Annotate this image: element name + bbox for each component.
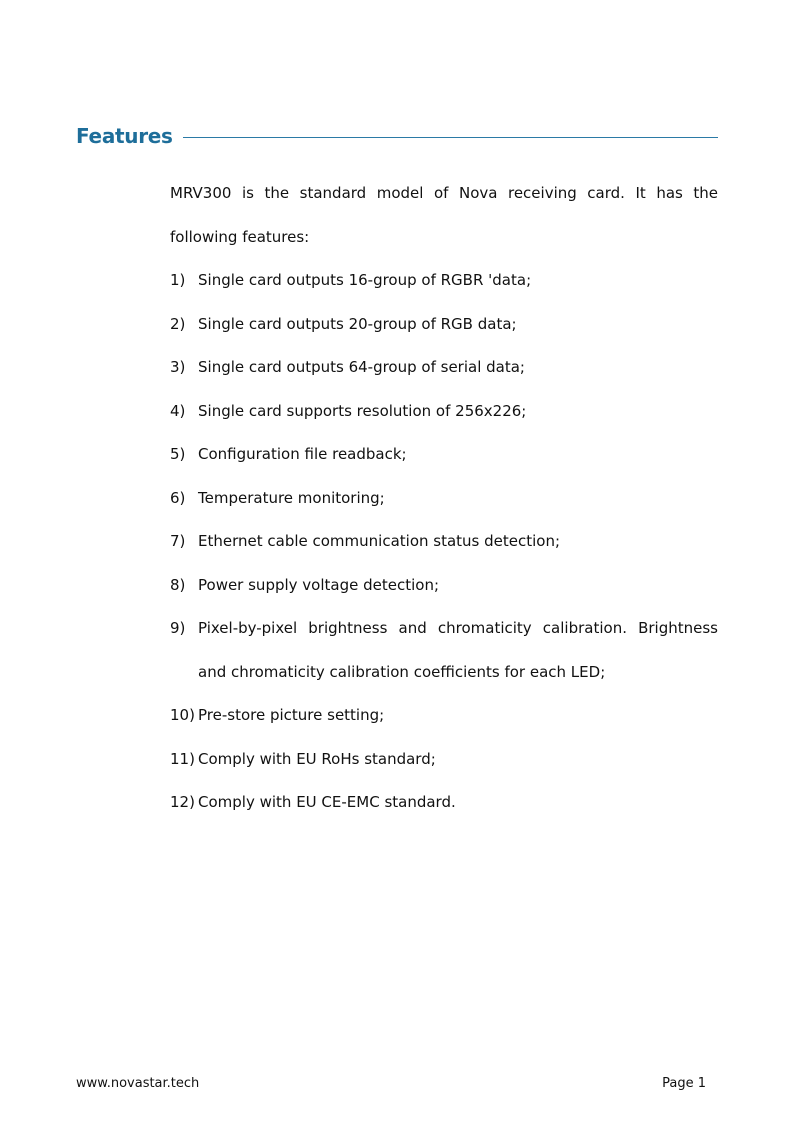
list-item-text: Power supply voltage detection; <box>198 575 440 594</box>
list-item <box>170 607 718 694</box>
list-item <box>170 259 718 303</box>
list-item-number: 4) <box>170 401 186 420</box>
list-item-number: 12) <box>170 793 195 811</box>
list-item-text: Comply with EU RoHs standard; <box>198 749 436 768</box>
list-item <box>170 520 718 564</box>
list-item-number: 8) <box>170 575 186 594</box>
list-item <box>170 303 718 347</box>
features-content <box>170 172 718 825</box>
list-item-number: 5) <box>170 445 186 463</box>
list-item <box>170 738 718 782</box>
list-item-number: 6) <box>170 488 186 507</box>
list-item <box>170 390 718 434</box>
list-item-text: Configuration file readback; <box>198 445 407 463</box>
list-item <box>170 433 718 477</box>
list-item-number: 3) <box>170 358 186 376</box>
list-item-text: Single card outputs 16-group of RGBR 'data; <box>198 271 532 289</box>
list-item-text: Pixel-by-pixel brightness and chromaticity calibration. Brightness and chromaticity calibration coefficients for each LED; <box>198 619 718 681</box>
list-item-text: Single card outputs 64-group of serial data; <box>198 358 525 376</box>
list-item <box>170 781 718 825</box>
list-item-number: 7) <box>170 532 186 550</box>
list-item-number: 2) <box>170 314 186 333</box>
footer-page-number: Page 1 <box>662 1076 706 1091</box>
list-item-number: 11) <box>170 749 195 768</box>
list-item <box>170 694 718 738</box>
section-heading-row <box>76 120 718 152</box>
list-item <box>170 346 718 390</box>
list-item-text: Comply with EU CE-EMC standard. <box>198 793 456 811</box>
list-item-number: 10) <box>170 706 195 724</box>
list-item-number: 9) <box>170 619 186 637</box>
features-list <box>170 259 718 825</box>
list-item-text: Temperature monitoring; <box>198 488 385 507</box>
section-title: Features <box>76 124 173 148</box>
list-item <box>170 477 718 521</box>
list-item <box>170 564 718 608</box>
list-item-text: Single card supports resolution of 256x226; <box>198 401 527 420</box>
footer-website: www.novastar.tech <box>76 1076 200 1091</box>
intro-paragraph: MRV300 is the standard model of Nova receiving card. It has the following features: <box>170 184 718 246</box>
list-item-text: Single card outputs 20-group of RGB data; <box>198 314 517 333</box>
list-item-number: 1) <box>170 271 186 289</box>
list-item-text: Pre-store picture setting; <box>198 706 385 724</box>
heading-rule <box>183 137 718 138</box>
list-item-text: Ethernet cable communication status detection; <box>198 532 561 550</box>
